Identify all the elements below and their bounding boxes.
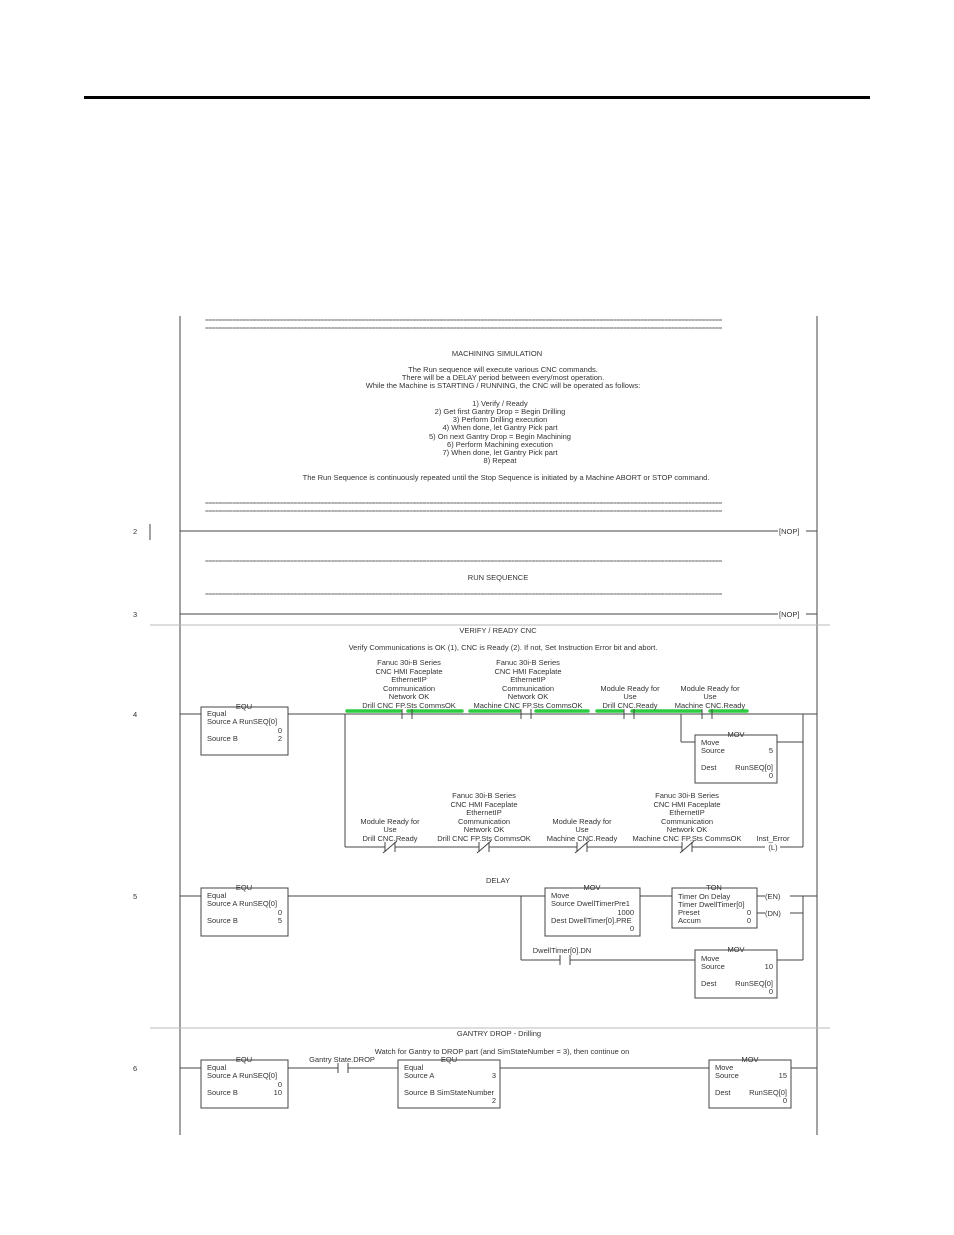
contact-desc: Use — [383, 825, 397, 834]
contact-desc: Fanuc 30i-B Series — [452, 791, 516, 800]
block-name: MOV — [583, 883, 601, 892]
block-name: EQU — [235, 883, 253, 892]
coil-symbol: (L) — [768, 843, 778, 852]
header-title: MACHINING SIMULATION — [451, 349, 543, 358]
contact-desc: CNC HMI Faceplate — [375, 667, 443, 676]
mov-block[interactable] — [545, 883, 640, 936]
nc-contact-machine-comms-ok[interactable] — [632, 791, 741, 853]
rung-3[interactable] — [133, 558, 817, 619]
contact-desc: Module Ready for — [680, 684, 740, 693]
block-value: 0 — [768, 771, 773, 780]
equ-block[interactable] — [201, 1055, 288, 1108]
contact-dwelltimer-dn[interactable] — [533, 946, 591, 965]
rung-5[interactable] — [133, 876, 817, 998]
block-text: Preset — [678, 908, 700, 917]
contact-tag: Drill CNC FP.Sts CommsOK — [362, 701, 456, 710]
rung-title: GANTRY DROP - Drilling — [456, 1029, 542, 1038]
block-name: EQU — [235, 702, 253, 711]
rung-number: 6 — [133, 1064, 138, 1073]
block-text: Source DwellTimerPre1 — [551, 899, 630, 908]
block-value: 10 — [764, 962, 773, 971]
eq-rule: ======================================================================================================================================================== — [205, 317, 722, 324]
contact-desc: Fanuc 30i-B Series — [655, 791, 719, 800]
equ-block[interactable] — [398, 1055, 500, 1108]
block-text: Source A RunSEQ[0] — [207, 1071, 278, 1080]
block-text: Move — [715, 1063, 734, 1072]
block-text: Move — [551, 891, 570, 900]
contact-desc: Network OK — [463, 825, 505, 834]
block-text: Equal — [207, 709, 227, 718]
header-step: 1) Verify / Ready — [472, 399, 528, 408]
rung-number: 3 — [133, 610, 138, 619]
latch-coil-inst-error[interactable] — [757, 834, 790, 852]
contact-tag: Machine CNC FP.Sts CommsOK — [632, 834, 742, 843]
eq-rule: ======================================================================================================================================================== — [205, 325, 722, 332]
mov-block[interactable] — [709, 1055, 791, 1108]
block-text: Source — [715, 1071, 739, 1080]
block-value: 0 — [746, 916, 751, 925]
block-value: 0 — [277, 726, 282, 735]
contact-desc: Communication — [660, 817, 714, 826]
block-value: 1000 — [617, 908, 634, 917]
block-value: 0 — [782, 1096, 787, 1105]
coil-tag: Inst_Error — [756, 834, 790, 843]
block-text: Source B — [207, 734, 238, 743]
header-step: 5) On next Gantry Drop = Begin Machining — [429, 432, 571, 441]
contact-tag: DwellTimer[0].DN — [532, 946, 592, 955]
block-value: 2 — [277, 734, 282, 743]
contact-desc: Communication — [501, 684, 555, 693]
block-name: MOV — [741, 1055, 759, 1064]
nop-instruction[interactable]: [NOP] — [779, 610, 800, 619]
block-name: TON — [706, 883, 722, 892]
block-value: 0 — [746, 908, 751, 917]
block-value: RunSEQ[0] — [735, 763, 773, 772]
block-text: Source A — [404, 1071, 435, 1080]
rung-title: RUN SEQUENCE — [467, 573, 529, 582]
block-text: Source A RunSEQ[0] — [207, 899, 278, 908]
header-line: The Run sequence will execute various CNC commands. — [408, 365, 598, 374]
contact-machine-comms-ok[interactable] — [473, 658, 582, 719]
contact-tag: Drill CNC.Ready — [362, 834, 418, 843]
nc-contact-drill-cnc-ready[interactable] — [360, 817, 420, 853]
contact-tag: Gantry State.DROP — [309, 1055, 375, 1064]
rung-number: 2 — [133, 527, 138, 536]
block-text: Source — [701, 962, 725, 971]
mov-block[interactable] — [695, 945, 777, 998]
nc-contact-drill-comms-ok[interactable] — [437, 791, 531, 853]
contact-tag: Machine CNC.Ready — [674, 701, 746, 710]
block-text: Timer DwellTimer[0] — [678, 900, 745, 909]
rung-subtitle: Watch for Gantry to DROP part (and SimStateNumber = 3), then continue on — [374, 1047, 630, 1056]
block-name: EQU — [440, 1055, 458, 1064]
block-value: 10 — [273, 1088, 282, 1097]
block-value: 5 — [768, 746, 773, 755]
contact-desc: CNC HMI Faceplate — [494, 667, 562, 676]
block-value: 3 — [491, 1071, 496, 1080]
header-step: 3) Perform Drilling execution — [452, 415, 548, 424]
block-value: 0 — [277, 908, 282, 917]
contact-drill-comms-ok[interactable] — [362, 658, 456, 719]
block-value: 0 — [629, 924, 634, 933]
contact-desc: Module Ready for — [360, 817, 420, 826]
rung-6[interactable] — [133, 1029, 817, 1108]
mov-block[interactable] — [695, 730, 777, 783]
contact-desc: Network OK — [666, 825, 708, 834]
eq-rule: ======================================================================================================================================================== — [205, 558, 722, 565]
ton-block[interactable] — [672, 883, 781, 928]
contact-tag: Drill CNC.Ready — [602, 701, 658, 710]
header-comment — [205, 317, 722, 515]
block-name: EQU — [235, 1055, 253, 1064]
contact-desc: EthernetIP — [466, 808, 502, 817]
block-value: 5 — [277, 916, 282, 925]
block-text: Move — [701, 738, 720, 747]
block-text: Move — [701, 954, 720, 963]
block-text: Source A RunSEQ[0] — [207, 717, 278, 726]
header-step: 4) When done, let Gantry Pick part — [442, 423, 558, 432]
contact-desc: EthernetIP — [391, 675, 427, 684]
ton-en-output: (EN) — [765, 892, 781, 901]
header-footer: The Run Sequence is continuously repeated until the Stop Sequence is initiated by a Machine ABORT or STOP command. — [302, 473, 710, 482]
block-text: Source B SimStateNumber — [404, 1088, 495, 1097]
contact-desc: Communication — [382, 684, 436, 693]
contact-desc: Use — [575, 825, 589, 834]
equ-block[interactable] — [201, 883, 288, 936]
header-step: 6) Perform Machining execution — [447, 440, 553, 449]
block-name: MOV — [727, 730, 745, 739]
rung-4[interactable] — [133, 626, 817, 853]
block-value: 15 — [778, 1071, 787, 1080]
block-value: 0 — [768, 987, 773, 996]
contact-desc: Network OK — [507, 692, 549, 701]
contact-desc: Use — [623, 692, 637, 701]
nop-instruction[interactable]: [NOP] — [779, 527, 800, 536]
contact-desc: Fanuc 30i-B Series — [377, 658, 441, 667]
block-name: MOV — [727, 945, 745, 954]
block-text: Accum — [678, 916, 701, 925]
contact-desc: Module Ready for — [552, 817, 612, 826]
contact-desc: EthernetIP — [510, 675, 546, 684]
contact-desc: CNC HMI Faceplate — [653, 800, 721, 809]
rung-subtitle: Verify Communications is OK (1), CNC is Ready (2). If not, Set Instruction Error bit and abort. — [348, 643, 658, 652]
block-value: RunSEQ[0] — [735, 979, 773, 988]
eq-rule: ======================================================================================================================================================== — [205, 591, 722, 598]
block-text: Equal — [207, 891, 227, 900]
contact-tag: Machine CNC.Ready — [546, 834, 618, 843]
block-text: Dest — [701, 763, 717, 772]
block-text: Equal — [207, 1063, 227, 1072]
rung-number: 4 — [133, 710, 138, 719]
header-step: 7) When done, let Gantry Pick part — [442, 448, 558, 457]
block-text: Dest — [715, 1088, 731, 1097]
contact-desc: EthernetIP — [669, 808, 705, 817]
rung-title: VERIFY / READY CNC — [459, 626, 537, 635]
block-text: Dest — [701, 979, 717, 988]
block-text: Dest DwellTimer[0].PRE — [551, 916, 632, 925]
eq-rule: ======================================================================================================================================================== — [205, 508, 722, 515]
contact-tag: Drill CNC FP.Sts CommsOK — [437, 834, 531, 843]
eq-rule: ======================================================================================================================================================== — [205, 500, 722, 507]
contact-desc: Fanuc 30i-B Series — [496, 658, 560, 667]
rung-number: 5 — [133, 892, 138, 901]
ton-dn-output: (DN) — [765, 909, 781, 918]
header-step: 2) Get first Gantry Drop = Begin Drilling — [434, 407, 566, 416]
block-value: 0 — [277, 1080, 282, 1089]
contact-desc: Use — [703, 692, 717, 701]
header-step: 8) Repeat — [483, 456, 517, 465]
rung-title: DELAY — [485, 876, 511, 885]
contact-desc: Network OK — [388, 692, 430, 701]
block-text: Timer On Delay — [678, 892, 731, 901]
contact-desc: Communication — [457, 817, 511, 826]
block-text: Source B — [207, 916, 238, 925]
header-line: While the Machine is STARTING / RUNNING, the CNC will be operated as follows: — [365, 381, 641, 390]
header-line: There will be a DELAY period between every/most operation. — [401, 373, 605, 382]
nc-contact-machine-cnc-ready[interactable] — [547, 817, 618, 853]
contact-desc: CNC HMI Faceplate — [450, 800, 518, 809]
contact-gantry-state-drop[interactable] — [309, 1055, 375, 1073]
block-text: Source B — [207, 1088, 238, 1097]
rung-2[interactable] — [133, 527, 817, 536]
block-text: Source — [701, 746, 725, 755]
block-text: Equal — [404, 1063, 424, 1072]
block-value: RunSEQ[0] — [749, 1088, 787, 1097]
contact-tag: Machine CNC FP.Sts CommsOK — [473, 701, 583, 710]
block-value: 2 — [491, 1096, 496, 1105]
contact-desc: Module Ready for — [600, 684, 660, 693]
equ-block[interactable] — [201, 702, 288, 755]
